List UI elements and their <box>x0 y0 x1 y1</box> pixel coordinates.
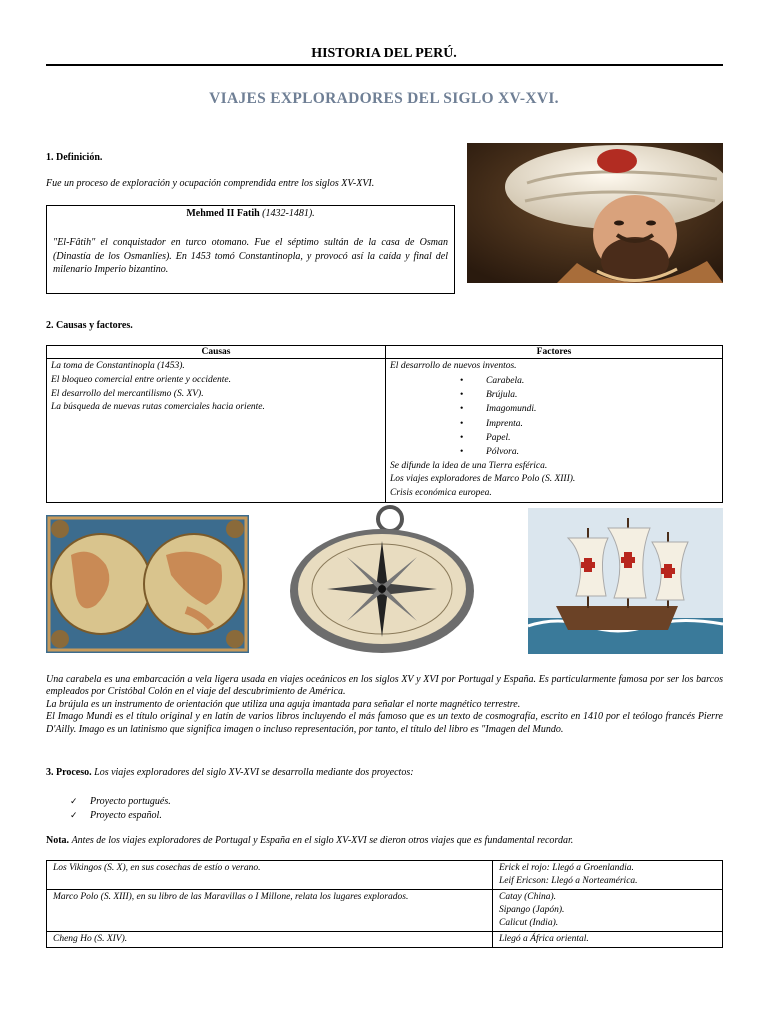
project-item: ✓ Proyecto portugués. <box>46 795 171 809</box>
nota-text: Antes de los viajes exploradores de Portugal y España en el siglo XV-XVI se dieron otros viajes que es fundamental recordar. <box>71 835 574 846</box>
viaje-detail: Sipango (Japón). <box>499 905 565 915</box>
section3-text: Los viajes exploradores del siglo XV-XVI se desarrolla mediante dos proyectos: <box>94 767 414 778</box>
project-item: ✓ Proyecto español. <box>46 809 171 823</box>
causes-factors-table <box>46 345 723 503</box>
invento-item: • Pólvora. <box>390 445 718 459</box>
viaje-right-cell <box>493 890 723 932</box>
viaje-left-cell: Marco Polo (S. XIII), en su libro de las Maravillas o I Millone, relata los lugares explorados. <box>47 890 493 932</box>
viaje-detail: Leif Ericson: Llegó a Norteamérica. <box>499 876 638 886</box>
table-row <box>47 890 723 932</box>
page-header-title: HISTORIA DEL PERÚ. <box>311 46 457 61</box>
brujula-paragraph: La brújula es un instrumento de orientación que utiliza una aguja imantada para señalar el norte magnético terrestre. <box>46 698 521 710</box>
nota-label: Nota. <box>46 835 70 846</box>
causas-header: Causas <box>47 346 386 359</box>
invento-item: • Papel. <box>390 431 718 445</box>
main-title: VIAJES EXPLORADORES DEL SIGLO XV-XVI. <box>209 90 559 107</box>
compass-image <box>287 505 477 655</box>
mehmed-name: Mehmed II Fatih <box>186 208 260 219</box>
mehmed-dates: (1432-1481). <box>262 208 315 219</box>
imagomundi-paragraph: El Imago Mundi es el título original y en latín de varios libros incluyendo el más famoso que es un texto de cosmografía, escrito en 1410 por el teólogo francés Pierre D'Ailly. Imago es un latinismo que significa imagen o incluso representación, por tanto, el título del libro es "Imagen del Mundo. <box>46 711 723 735</box>
section1-heading: 1. Definición. <box>46 152 103 163</box>
causa-item: La toma de Constantinopla (1453). <box>51 361 185 371</box>
factores-cell <box>386 359 723 503</box>
factor-extra: Los viajes exploradores de Marco Polo (S. XIII). <box>390 474 576 485</box>
header-divider <box>46 64 723 66</box>
section1-text: Fue un proceso de exploración y ocupación comprendida entre los siglos XV-XVI. <box>46 178 375 189</box>
causa-item: La búsqueda de nuevas rutas comerciales hacia oriente. <box>51 402 265 413</box>
factor-extra: Crisis económica europea. <box>390 488 492 499</box>
table-row <box>47 932 723 948</box>
mehmed-description: "El-Fâtih" el conquistador en turco otomano. Fue el séptimo sultán de la casa de Osman (Dinastía de los Osmanlíes). En 1453 tomó Constantinopla, y provocó así la caída y final del milenario Imperio bizantino. <box>53 237 448 275</box>
table-row <box>47 861 723 890</box>
projects-list <box>46 795 171 822</box>
viaje-right-cell <box>493 861 723 890</box>
viaje-detail: Catay (China). <box>499 892 556 902</box>
description-paragraphs <box>46 674 723 736</box>
carabela-paragraph: Una carabela es una embarcación a vela ligera usada en viajes oceánicos en los siglos XV y XVI por Portugal y España. Es particularmente famosa por ser los barcos empleados por Cristóbal Colón en el viaje del descubrimiento de América. <box>46 674 723 698</box>
invento-item: • Imagomundi. <box>390 402 718 416</box>
mehmed-info-box <box>46 205 455 294</box>
viaje-detail: Erick el rojo: Llegó a Groenlandia. <box>499 863 634 873</box>
caravel-ship-image <box>528 508 723 654</box>
invento-item: • Carabela. <box>390 374 718 388</box>
portrait-sultan-image <box>467 143 723 283</box>
causas-cell <box>47 359 386 503</box>
invento-item: • Brújula. <box>390 388 718 402</box>
viaje-detail: Llegó a África oriental. <box>499 934 589 944</box>
invento-item: • Imprenta. <box>390 417 718 431</box>
section2-heading: 2. Causas y factores. <box>46 320 133 331</box>
section3-heading: 3. Proceso. <box>46 767 92 778</box>
nota-line <box>46 835 573 846</box>
viaje-left-cell: Cheng Ho (S. XIV). <box>47 932 493 948</box>
inventos-list <box>390 374 718 460</box>
factor-extra: Se difunde la idea de una Tierra esférica. <box>390 460 548 471</box>
causa-item: El desarrollo del mercantilismo (S. XV). <box>51 388 204 399</box>
factores-intro: El desarrollo de nuevos inventos. <box>390 361 517 371</box>
viaje-detail: Calicut (India). <box>499 918 559 928</box>
causa-item: El bloqueo comercial entre oriente y occidente. <box>51 374 231 385</box>
viaje-right-cell <box>493 932 723 948</box>
mehmed-box-title <box>47 208 454 219</box>
factores-header: Factores <box>386 346 723 359</box>
section3-line <box>46 767 414 778</box>
world-map-image <box>46 515 249 653</box>
viaje-left-cell: Los Vikingos (S. X), en sus cosechas de estío o verano. <box>47 861 493 890</box>
viajes-table <box>46 860 723 948</box>
